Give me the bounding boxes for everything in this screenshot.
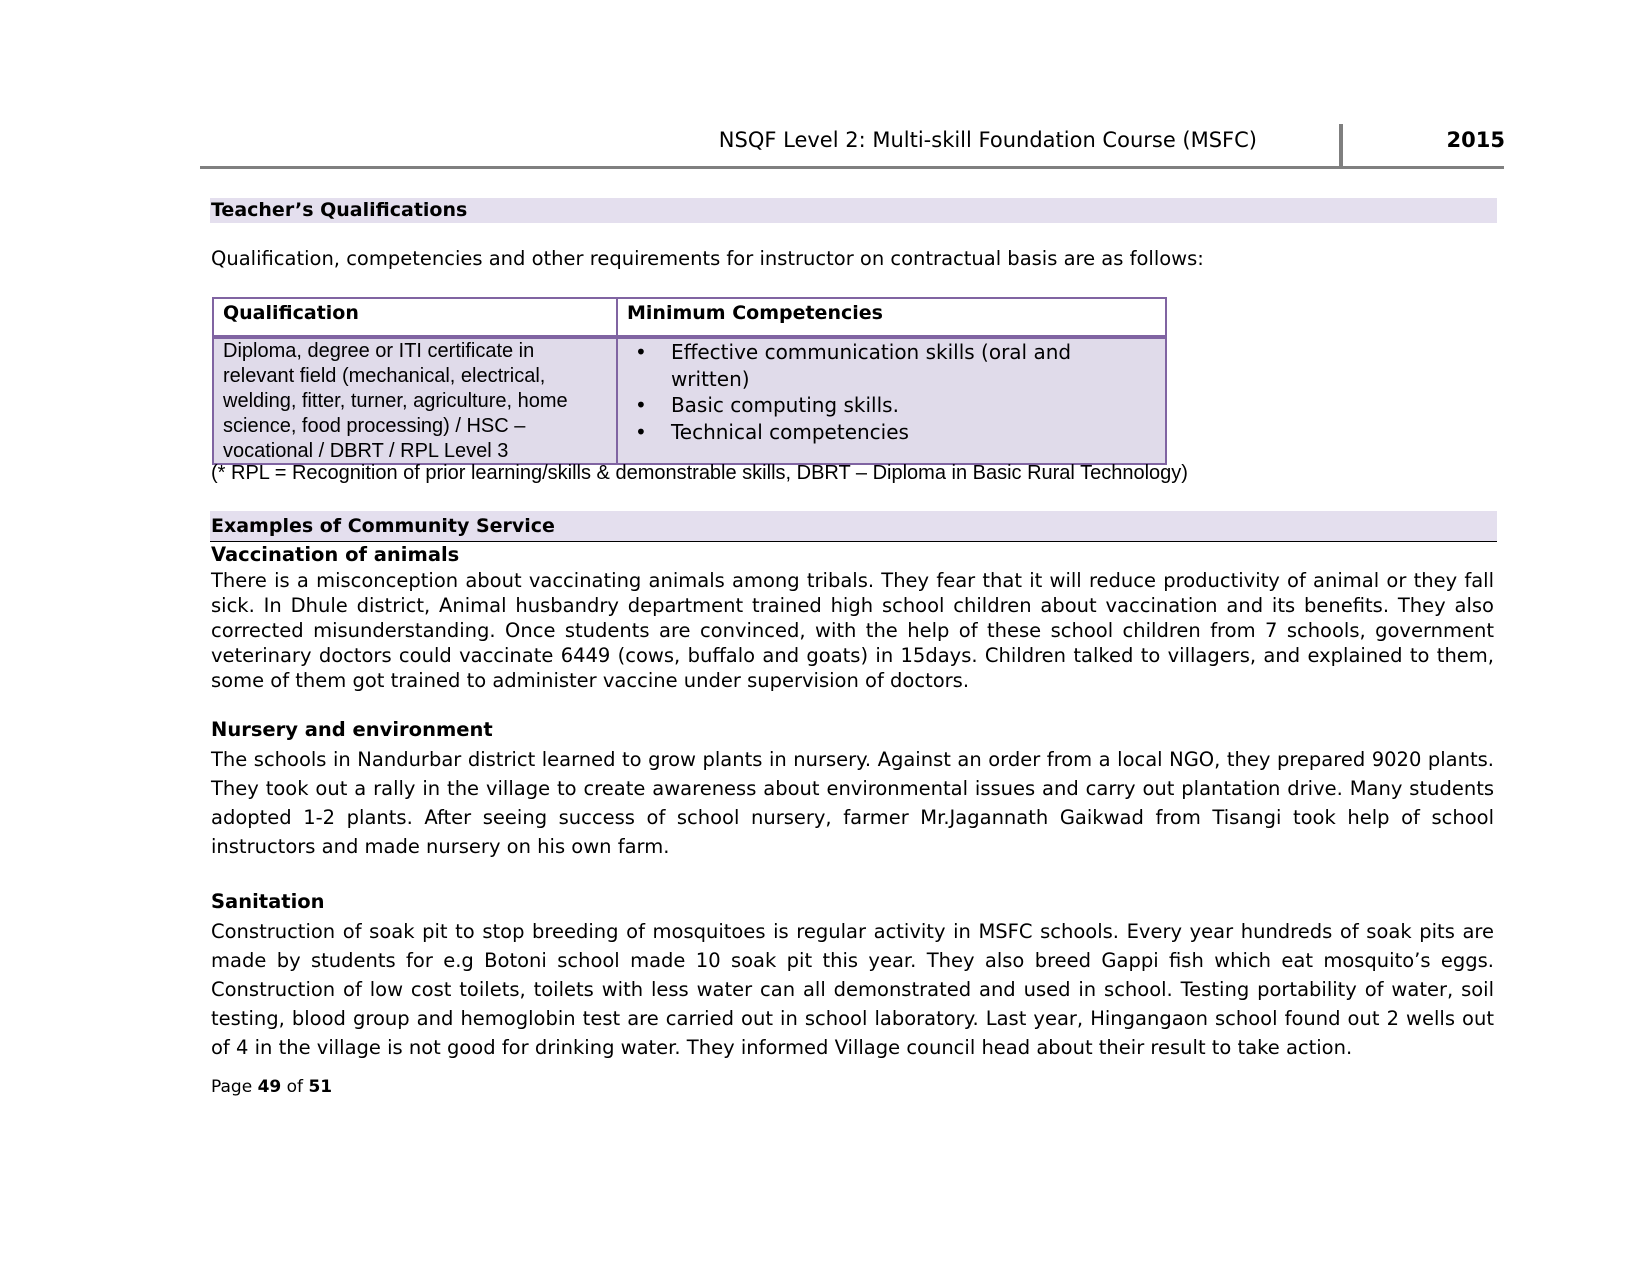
- document-title: NSQF Level 2: Multi-skill Foundation Course (MSFC): [718, 128, 1257, 152]
- page-total: 51: [308, 1077, 333, 1097]
- qualifications-table: [212, 297, 1167, 465]
- table-header-row: [214, 299, 1165, 339]
- competencies-list: [627, 339, 1156, 445]
- table-footnote: (* RPL = Recognition of prior learning/skills & demonstrable skills, DBRT – Diploma in Basic Rural Technology): [211, 462, 1188, 484]
- of-word: of: [286, 1077, 304, 1097]
- paragraph-nursery: The schools in Nandurbar district learned to grow plants in nursery. Against an order from a local NGO, they prepared 9020 plants. They took out a rally in the village to create awareness about environmental issues and carry out plantation drive. Many students adopted 1-2 plants. After seeing success of school nursery, farmer Mr.Jagannath Gaikwad from Tisangi took help of school instructors and made nursery on his own farm.: [211, 748, 1494, 858]
- section-heading-teachers: Teacher’s Qualifications: [210, 198, 1497, 223]
- subheading-vaccination: Vaccination of animals: [211, 543, 460, 566]
- page-number: [211, 1077, 332, 1097]
- document-year: 2015: [1446, 128, 1505, 152]
- table-row: [214, 339, 1165, 463]
- header-separator: [1339, 124, 1343, 166]
- page-word: Page: [211, 1077, 253, 1097]
- list-item: • Effective communication skills (oral and written): [627, 339, 1156, 392]
- subheading-sanitation: Sanitation: [211, 890, 325, 913]
- intro-text: Qualification, competencies and other requirements for instructor on contractual basis are as follows:: [211, 247, 1204, 270]
- list-item: • Basic computing skills.: [627, 392, 1156, 419]
- header-rule: [200, 166, 1504, 169]
- paragraph-sanitation: Construction of soak pit to stop breeding of mosquitoes is regular activity in MSFC schools. Every year hundreds of soak pits are made by students for e.g Botoni school made 10 soak pit this year. They also breed Gappi fish which eat mosquito’s eggs. Construction of low cost toilets, toilets with less water can all demonstrated and used in school. Testing portability of water, soil testing, blood group and hemoglobin test are carried out in school laboratory. Last year, Hingangaon school found out 2 wells out of 4 in the village is not good for drinking water. They informed Village council head about their result to take action.: [211, 920, 1494, 1059]
- col-header-qualification: Qualification: [214, 299, 618, 335]
- qualification-cell: Diploma, degree or ITI certificate in relevant field (mechanical, electrical, welding, fitter, turner, agriculture, home science, food processing) / HSC – vocational / DBRT / RPL Level 3: [214, 339, 618, 463]
- page-current: 49: [257, 1077, 282, 1097]
- col-header-competencies: Minimum Competencies: [627, 302, 883, 324]
- competencies-cell: [618, 339, 1165, 463]
- list-item: • Technical competencies: [627, 419, 1156, 446]
- subheading-nursery: Nursery and environment: [211, 718, 493, 741]
- paragraph-vaccination: There is a misconception about vaccinating animals among tribals. They fear that it will reduce productivity of animal or they fall sick. In Dhule district, Animal husbandry department trained high school children about vaccination and its benefits. They also corrected misunderstanding. Once students are convinced, with the help of these school children from 7 schools, government veterinary doctors could vaccinate 6449 (cows, buffalo and goats) in 15days. Children talked to villagers, and explained to them, some of them got trained to administer vaccine under supervision of doctors.: [211, 569, 1494, 692]
- section-heading-community: Examples of Community Service: [210, 511, 1497, 542]
